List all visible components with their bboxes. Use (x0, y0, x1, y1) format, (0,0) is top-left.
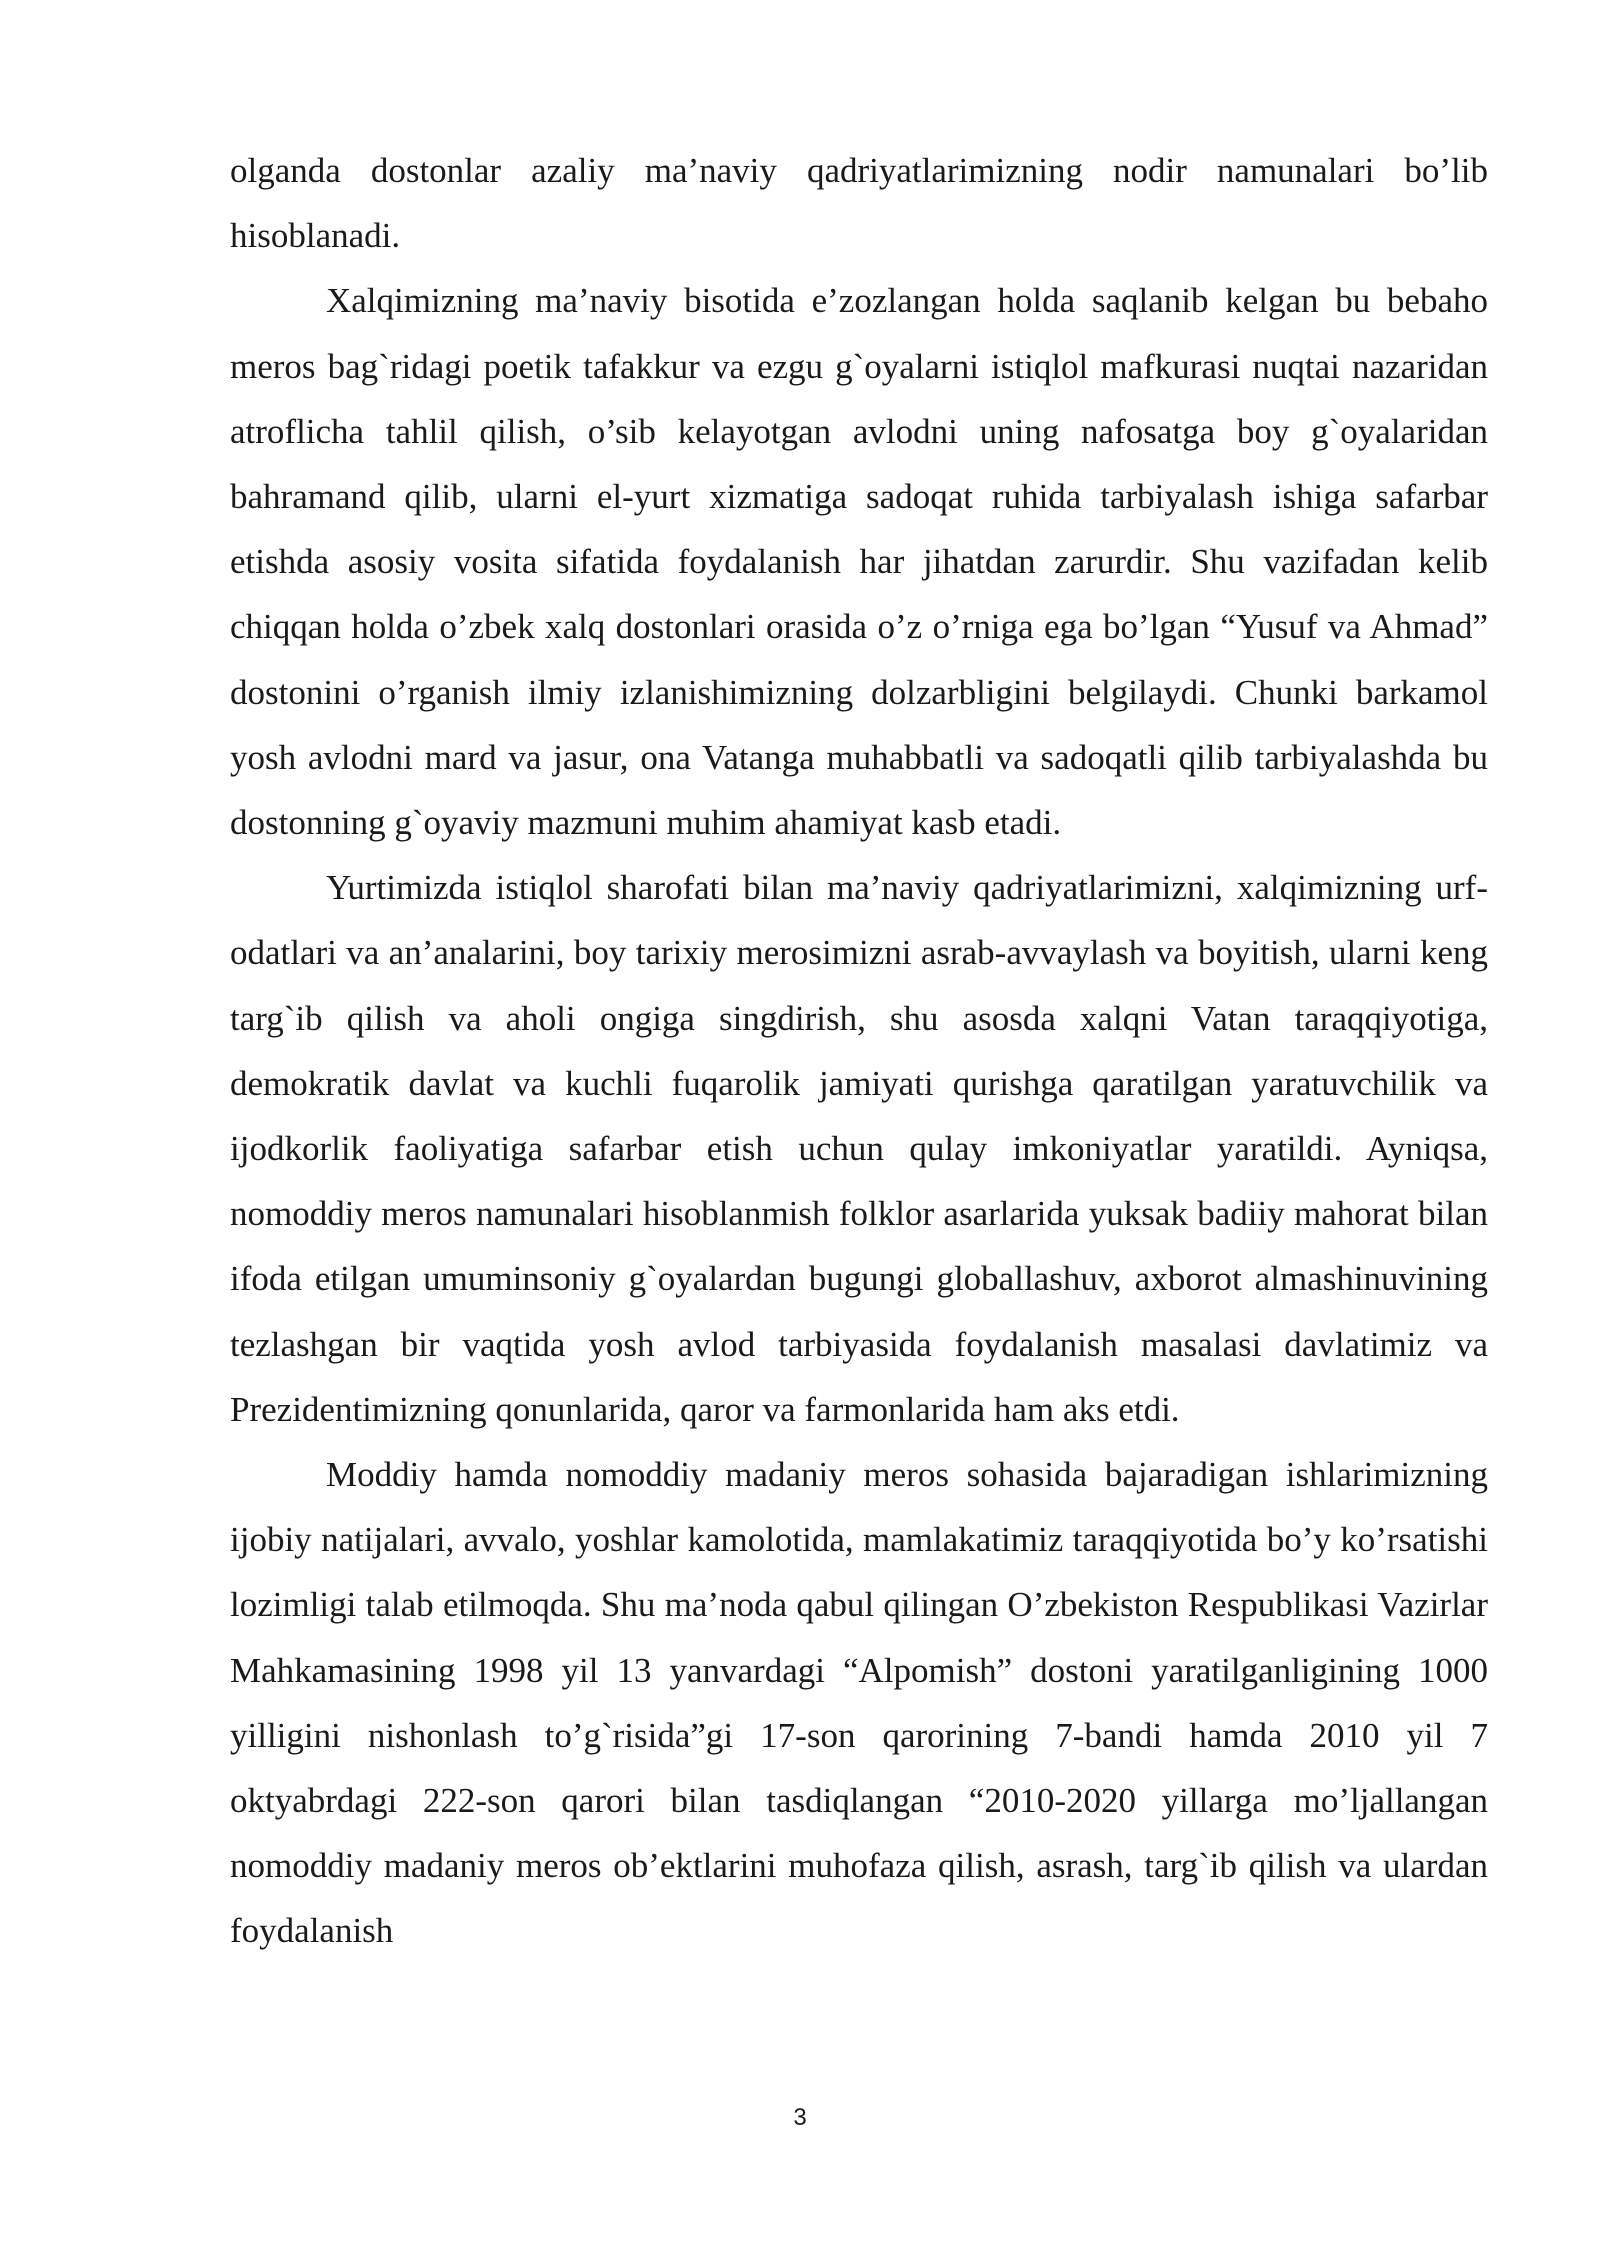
paragraph-heritage-analysis: Xalqimizning ma’naviy bisotida e’zozlangan holda saqlanib kelgan bu bebaho meros bag`ridagi poetik tafakkur va ezgu g`oyalarni istiqlol mafkurasi nuqtai nazaridan atroflicha tahlil qilish, o’sib kelayotgan avlodni uning nafosatga boy g`oyalaridan bahramand qilib, ularni el-yurt xizmatiga sadoqat ruhida tarbiyalash ishiga safarbar etishda asosiy vosita sifatida foydalanish har jihatdan zarurdir. Shu vazifadan kelib chiqqan holda o’zbek xalq dostonlari orasida o’z o’rniga ega bo’lgan “Yusuf va Ahmad” dostonini o’rganish ilmiy izlanishimizning dolzarbligini belgilaydi. Chunki barkamol yosh avlodni mard va jasur, ona Vatanga muhabbatli va sadoqatli qilib tarbiyalashda bu dostonning g`oyaviy mazmuni muhim ahamiyat kasb etadi. (230, 281, 1488, 843)
paragraph-independence-values: Yurtimizda istiqlol sharofati bilan ma’naviy qadriyatlarimizni, xalqimizning urf-odatlari va an’analarini, boy tarixiy merosimizni asrab-avvaylash va boyitish, ularni keng targ`ib qilish va aholi ongiga singdirish, shu asosda xalqni Vatan taraqqiyotiga, demokratik davlat va kuchli fuqarolik jamiyati qurishga qaratilgan yaratuvchilik va ijodkorlik faoliyatiga safarbar etish uchun qulay imkoniyatlar yaratildi. Ayniqsa, nomoddiy meros namunalari hisoblanmish folklor asarlarida yuksak badiiy mahorat bilan ifoda etilgan umuminsoniy g`oyalardan bugungi globallashuv, axborot almashinuvining tezlashgan bir vaqtida yosh avlod tarbiyasida foydalanish masalasi davlatimiz va Prezidentimizning qonunlarida, qaror va farmonlarida ham aks etdi. (230, 868, 1488, 1429)
paragraph-continuation: olganda dostonlar azaliy ma’naviy qadriyatlarimizning nodir namunalari bo’lib hisoblanadi. (230, 151, 1488, 256)
body-text (230, 138, 1488, 1964)
page-number: 3 (793, 2104, 807, 2131)
paragraph-cultural-heritage: Moddiy hamda nomoddiy madaniy meros sohasida bajaradigan ishlarimizning ijobiy natijalari, avvalo, yoshlar kamolotida, mamlakatimiz taraqqiyotida bo’y ko’rsatishi lozimligi talab etilmoqda. Shu ma’noda qabul qilingan O’zbekiston Respublikasi Vazirlar Mahkamasining 1998 yil 13 yanvardagi “Alpomish” dostoni yaratilganligining 1000 yilligini nishonlash to’g`risida”gi 17-son qarorining 7-bandi hamda 2010 yil 7 oktyabrdagi 222-son qarori bilan tasdiqlangan “2010-2020 yillarga mo’ljallangan nomoddiy madaniy meros ob’ektlarini muhofaza qilish, asrash, targ`ib qilish va ulardan foydalanish (230, 1455, 1488, 1951)
